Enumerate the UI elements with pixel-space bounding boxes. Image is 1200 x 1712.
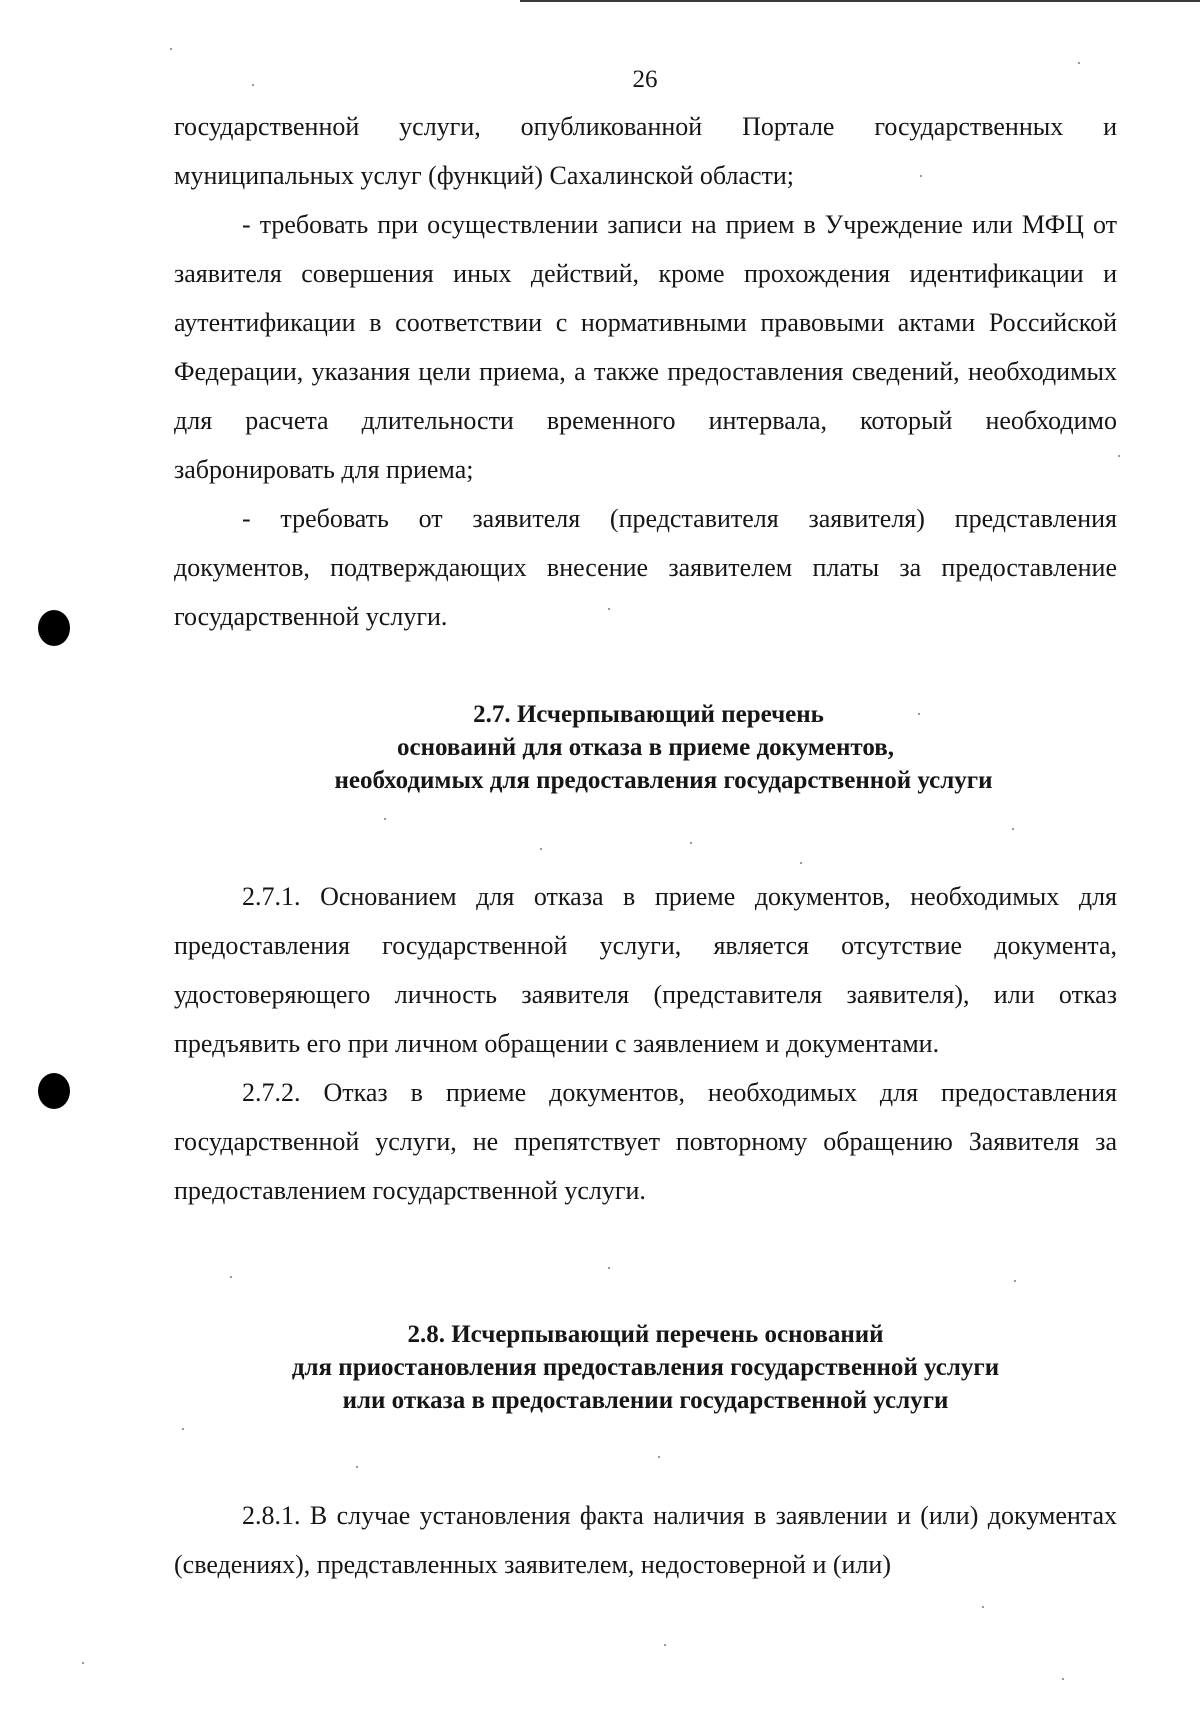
scan-speck [230,1276,232,1278]
scan-speck [608,608,610,610]
bullet-paragraph: - требовать от заявителя (представителя заявителя) представления документов, подтверждающих внесение заявителем платы за предоставление государственной услуги. [174,504,1117,631]
scan-speck [920,175,922,177]
page-number: 26 [632,66,658,93]
section-heading-2-8 [174,1318,1117,1417]
scan-speck [1014,1280,1016,1282]
scan-speck [1118,455,1120,457]
paragraph-continuation: государственной услуги, опубликованной Порталe государственных и муниципальных услуг (функций) Сахалинской области; [174,112,1117,190]
scan-speck [252,84,254,86]
heading-line: 2.8. Исчерпывающий перечень оснований [407,1321,884,1348]
scan-edge-line [520,0,1200,2]
scan-speck [918,713,920,715]
scan-speck [540,848,542,850]
paragraph-2-7-2: 2.7.2. Отказ в приеме документов, необходимых для предоставления государственной услуги, не препятствует повторному обращению Заявителя за предоставлением государственной услуги. [174,1078,1117,1205]
scan-speck [982,1606,984,1608]
scan-speck [800,862,802,864]
section-heading-2-7 [174,698,1117,797]
scan-speck [82,1662,84,1664]
scan-speck [1062,1678,1064,1680]
scan-speck [1012,828,1014,830]
heading-line: для приостановления предоставления государственной услуги [291,1354,1000,1381]
heading-line: или отказа в предоставлении государственной услуги [342,1387,949,1414]
scan-speck [690,842,692,844]
punch-hole-lower [38,1073,70,1109]
bullet-paragraph: - требовать при осуществлении записи на прием в Учреждение или МФЦ от заявителя совершения иных действий, кроме прохождения идентификации и аутентификации в соответствии с нормативными правовыми актами Российской Федерации, указания цели приема, а также предоставления сведений, необходимых для расчета длительности временного интервала, который необходимо забронировать для приема; [174,210,1117,484]
heading-line: основаинй для отказа в приеме документов, [397,734,894,761]
scan-speck [1078,62,1080,64]
scan-speck [658,1456,660,1458]
paragraph-2-8-1: 2.8.1. В случае установления факта наличия в заявлении и (или) документах (сведениях), представленных заявителем, недостоверной и (или) [174,1501,1117,1579]
heading-line: 2.7. Исчерпывающий перечень [473,701,824,728]
heading-line: необходимых для предоставления государственной услуги [334,767,993,794]
scan-speck [608,1267,610,1269]
scan-speck [356,1466,358,1468]
punch-hole-upper [38,610,70,646]
paragraph-2-7-1: 2.7.1. Основанием для отказа в приеме документов, необходимых для предоставления государственной услуги, является отсутствие документа, удостоверяющего личность заявителя (представителя заявителя), или отказ предъявить его при личном обращении с заявлением и документами. [174,882,1117,1058]
scan-speck [384,818,386,820]
scan-speck [664,1644,666,1646]
scan-speck [182,1428,184,1430]
scan-speck [170,48,172,50]
